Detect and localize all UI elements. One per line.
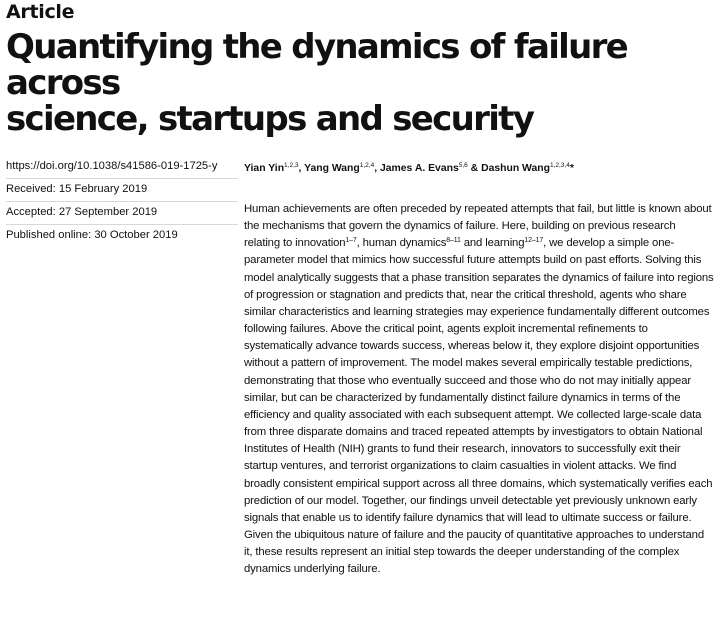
author[interactable] [304, 163, 374, 174]
published-date: Published online: 30 October 2019 [6, 229, 178, 241]
doi-link[interactable]: https://doi.org/10.1038/s41586-019-1725-y [6, 159, 238, 179]
citation-ref[interactable]: 8–11 [446, 237, 461, 245]
author-affiliation: 5,6 [458, 162, 468, 169]
abstract-text: , human dynamics [356, 237, 447, 250]
author-affiliation: 1,2,3,4 [549, 162, 570, 169]
author-list [244, 159, 710, 176]
abstract [244, 201, 714, 578]
article-metadata [6, 159, 238, 247]
author-affiliation: 1,2,4 [359, 162, 375, 169]
received-date: Received: 15 February 2019 [6, 179, 238, 202]
title-line-2: science, startups and security [6, 99, 534, 139]
accepted-date: Accepted: 27 September 2019 [6, 202, 238, 225]
author-name: Yian Yin [244, 163, 285, 174]
author[interactable] [481, 163, 570, 174]
author[interactable] [244, 163, 299, 174]
author-separator: , [374, 163, 380, 174]
author-name: James A. Evans [379, 163, 459, 174]
author-affiliation: 1,2,3 [284, 162, 299, 169]
author-name: Dashun Wang [481, 163, 550, 174]
abstract-text: Human achievements are often preceded by repeated attempts that fail, but little is known about the mechanisms that govern the dynamics of failure. Here, building on previous research relating to innovation [244, 203, 712, 250]
author-separator: & [467, 163, 482, 174]
article-type-label: Article [6, 1, 75, 23]
title-line-1: Quantifying the dynamics of failure across [6, 27, 628, 103]
article-title [6, 29, 706, 137]
corresponding-mark: * [569, 163, 574, 174]
author-name: Yang Wang [304, 163, 360, 174]
author[interactable] [380, 163, 468, 174]
citation-ref[interactable]: 1–7 [345, 237, 357, 245]
abstract-text: and learning [460, 237, 525, 250]
abstract-text: , we develop a simple one-parameter model that mimics how successful future attempts build on past efforts. Solving this model analytically suggests that a phase transition separates the dynamics of failure into regions of progression or stagnation and predicts that, near the critical threshold, agents who share similar characteristics and learning strategies may experience fundamentally different outcomes following failures. Above the critical point, agents exploit incremental refinements to systematically advance towards success, whereas below it, they explore disjoint opportunities without a pattern of improvement. The model makes several empirically testable predictions, demonstrating that those who eventually succeed and those who do not may initially appear similar, but can be characterized by fundamentally distinct failure dynamics in terms of the efficiency and quality associated with each subsequent attempt. We collected large-scale data from three disparate domains and traced repeated attempts by investigators to obtain National Institutes of Health (NIH) grants to fund their research, innovators to successfully exit their startup ventures, and terrorist organizations to claim casualties in violent attacks. We find broadly consistent empirical support across all three domains, which systematically verifies each prediction of our model. Together, our findings unveil detectable yet previously unknown early signals that enable us to identify failure dynamics that will lead to ultimate success or failure. Given the ubiquitous nature of failure and the paucity of quantitative approaches to understand it, these results represent an initial step towards the deeper understanding of the complex dynamics underlying failure. [244, 237, 714, 576]
citation-ref[interactable]: 12–17 [524, 237, 544, 245]
author-separator: , [298, 163, 305, 174]
